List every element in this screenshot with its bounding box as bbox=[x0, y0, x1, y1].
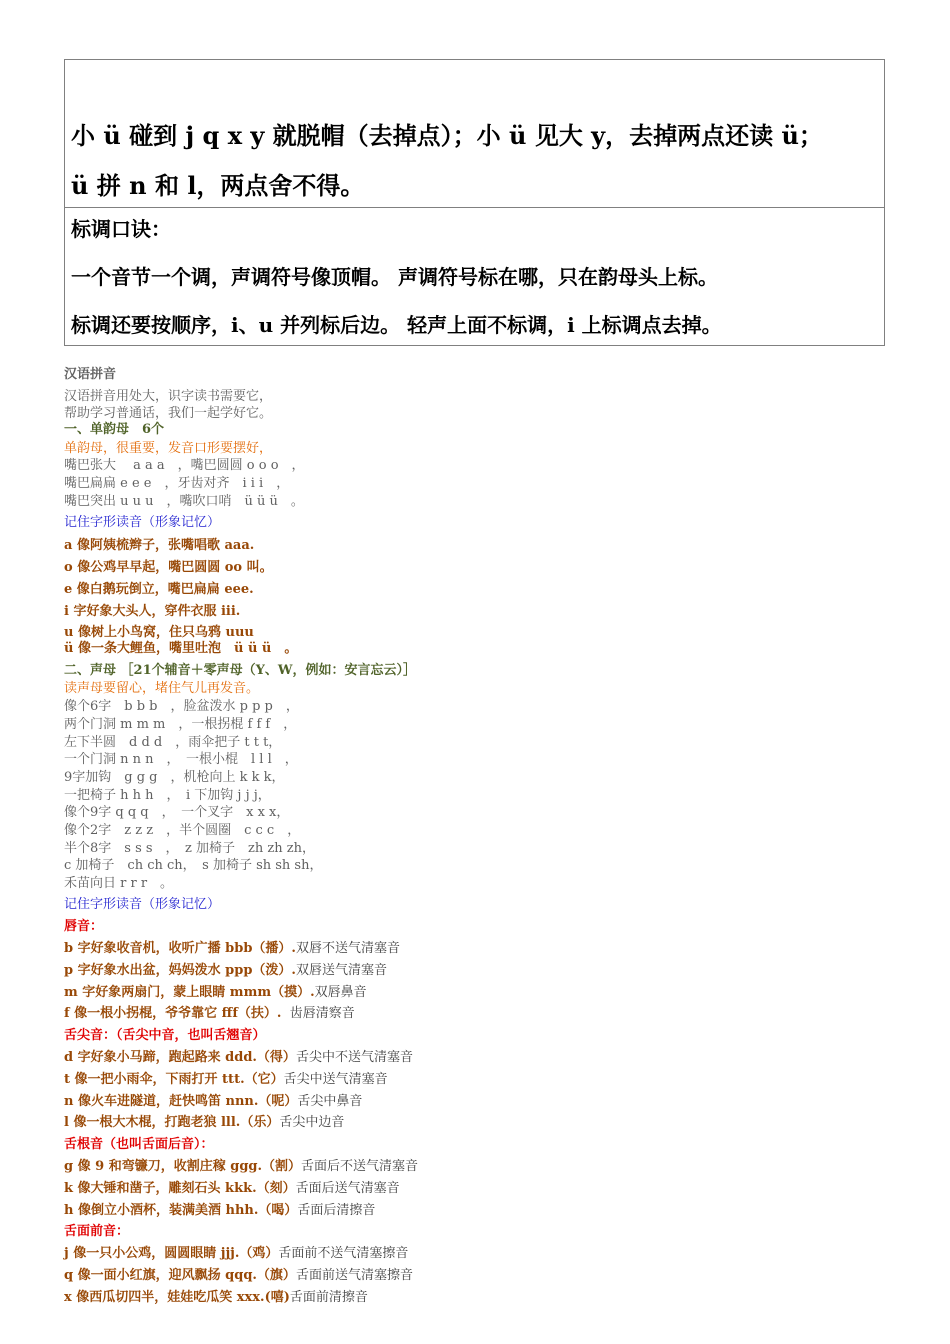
consonants-heading: 二、声母 ［21个辅音＋零声母（Y、W，例如：安言忘云）］ bbox=[64, 663, 416, 678]
consonant-item: p 字好象水出盆，妈妈泼水 ppp（泼）.双唇送气清塞音 bbox=[64, 963, 387, 978]
intro-line: 帮助学习普通话，我们一起学好它。 bbox=[64, 406, 273, 421]
group-title-apical: 舌尖音：（舌尖中音，也叫舌翘音） bbox=[64, 1028, 266, 1043]
consonant-item: f 像一根小拐棍，爷爷靠它 fff（扶）. 齿唇清察音 bbox=[64, 1006, 355, 1021]
vowel-item: ü 像一条大鲤鱼，嘴里吐泡 ü ü ü 。 bbox=[64, 641, 298, 656]
consonant-rhyme: 像个2字 z z z ，半个圆圈 c c c ， bbox=[64, 823, 301, 838]
intro-line: 汉语拼音用处大，识字读书需要它， bbox=[64, 389, 273, 404]
consonant-item: q 像一面小红旗，迎风飘扬 qqq.（旗）舌面前送气清塞擦音 bbox=[64, 1268, 413, 1283]
consonant-item: b 字好象收音机，收听广播 bbb（播）.双唇不送气清塞音 bbox=[64, 941, 400, 956]
consonant-rhyme: 半个8字 s s s ， z 加椅子 zh zh zh， bbox=[64, 841, 315, 856]
consonant-item: h 像倒立小酒杯，装满美酒 hhh.（喝）舌面后清擦音 bbox=[64, 1203, 376, 1218]
vowels-rhyme-intro: 单韵母，很重要，发音口形要摆好， bbox=[64, 441, 273, 456]
vowels-memory-heading: 记住字形读音（形象记忆） bbox=[64, 515, 221, 530]
consonants-rhyme-intro: 读声母要留心，堵住气儿再发音。 bbox=[64, 681, 260, 696]
ü-rule-line-2: ü 拼 n 和 l，两点舍不得。 bbox=[71, 171, 365, 200]
vowel-rhyme: 嘴巴张大 a a a ，嘴巴圆圆 o o o ， bbox=[64, 458, 305, 473]
consonants-memory-heading: 记住字形读音（形象记忆） bbox=[64, 897, 221, 912]
consonant-item: j 像一只小公鸡，圆圆眼睛 jjj.（鸡）舌面前不送气清塞擦音 bbox=[64, 1246, 409, 1261]
consonant-rhyme: 9字加钩 g g g ，机枪向上 k k k， bbox=[64, 770, 285, 785]
vowel-item: o 像公鸡早早起，嘴巴圆圆 oo 叫。 bbox=[64, 560, 273, 575]
consonant-item: g 像 9 和弯镰刀，收割庄稼 ggg.（割）舌面后不送气清塞音 bbox=[64, 1159, 419, 1174]
consonant-rhyme: c 加椅子 ch ch ch， s 加椅子 sh sh sh， bbox=[64, 858, 323, 873]
consonant-item: l 像一根大木棍，打跑老狼 lll.（乐）舌尖中边音 bbox=[64, 1115, 345, 1130]
consonant-rhyme: 像个9字 q q q ， 一个叉字 x x x， bbox=[64, 805, 290, 820]
tone-rule-box bbox=[64, 207, 885, 346]
vowel-item: e 像白鹅玩倒立，嘴巴扁扁 eee. bbox=[64, 582, 254, 597]
section-title: 汉语拼音 bbox=[64, 367, 117, 382]
tone-rule-line-2: 标调还要按顺序，i、u 并列标后边。 轻声上面不标调，i 上标调点去掉。 bbox=[71, 313, 722, 337]
consonant-rhyme: 两个门洞 m m m ，一根拐棍 f f f ， bbox=[64, 717, 297, 732]
vowel-item: a 像阿姨梳辫子，张嘴唱歌 aaa. bbox=[64, 538, 255, 553]
consonant-item: t 像一把小雨伞，下雨打开 ttt.（它）舌尖中送气清塞音 bbox=[64, 1072, 388, 1087]
tone-rule-heading: 标调口诀： bbox=[71, 217, 171, 241]
consonant-item: d 字好象小马蹄，跑起路来 ddd.（得）舌尖中不送气清塞音 bbox=[64, 1050, 413, 1065]
tone-rule-line-1: 一个音节一个调，声调符号像顶帽。 声调符号标在哪，只在韵母头上标。 bbox=[71, 265, 718, 289]
group-title-labial: 唇音： bbox=[64, 919, 104, 934]
vowels-heading: 一、单韵母 6个 bbox=[64, 422, 165, 437]
ü-rule-box bbox=[64, 59, 885, 208]
vowel-item: i 字好象大头人，穿件衣服 iii. bbox=[64, 604, 241, 619]
vowel-rhyme: 嘴巴扁扁 e e e ，牙齿对齐 i i i ， bbox=[64, 476, 290, 491]
consonant-item: m 字好象两扇门，蒙上眼睛 mmm（摸）.双唇鼻音 bbox=[64, 985, 367, 1000]
ü-rule-line-1: 小 ü 碰到 j q x y 就脱帽（去掉点）；小 ü 见大 y，去掉两点还读 ü； bbox=[71, 121, 823, 150]
vowel-item: u 像树上小鸟窝，住只乌鸦 uuu bbox=[64, 625, 254, 640]
consonant-rhyme: 一个门洞 n n n ， 一根小棍 l l l ， bbox=[64, 752, 298, 767]
consonant-rhyme: 左下半圆 d d d ，雨伞把子 t t t， bbox=[64, 735, 282, 750]
consonant-item: n 像火车进隧道，赶快鸣笛 nnn.（呢）舌尖中鼻音 bbox=[64, 1094, 363, 1109]
consonant-rhyme: 禾苗向日 r r r 。 bbox=[64, 876, 174, 891]
group-title-velar: 舌根音（也叫舌面后音）： bbox=[64, 1137, 214, 1152]
consonant-rhyme: 像个6字 b b b ，脸盆泼水 p p p ， bbox=[64, 699, 299, 714]
vowel-rhyme: 嘴巴突出 u u u ，嘴吹口哨 ü ü ü 。 bbox=[64, 494, 304, 509]
consonant-item: k 像大锤和凿子，雕刻石头 kkk.（刻）舌面后送气清塞音 bbox=[64, 1181, 400, 1196]
consonant-rhyme: 一把椅子 h h h ， i 下加钩 j j j， bbox=[64, 788, 271, 803]
group-title-palatal: 舌面前音： bbox=[64, 1224, 130, 1239]
consonant-item: x 像西瓜切四半，娃娃吃瓜笑 xxx.(嘻)舌面前清擦音 bbox=[64, 1290, 368, 1305]
